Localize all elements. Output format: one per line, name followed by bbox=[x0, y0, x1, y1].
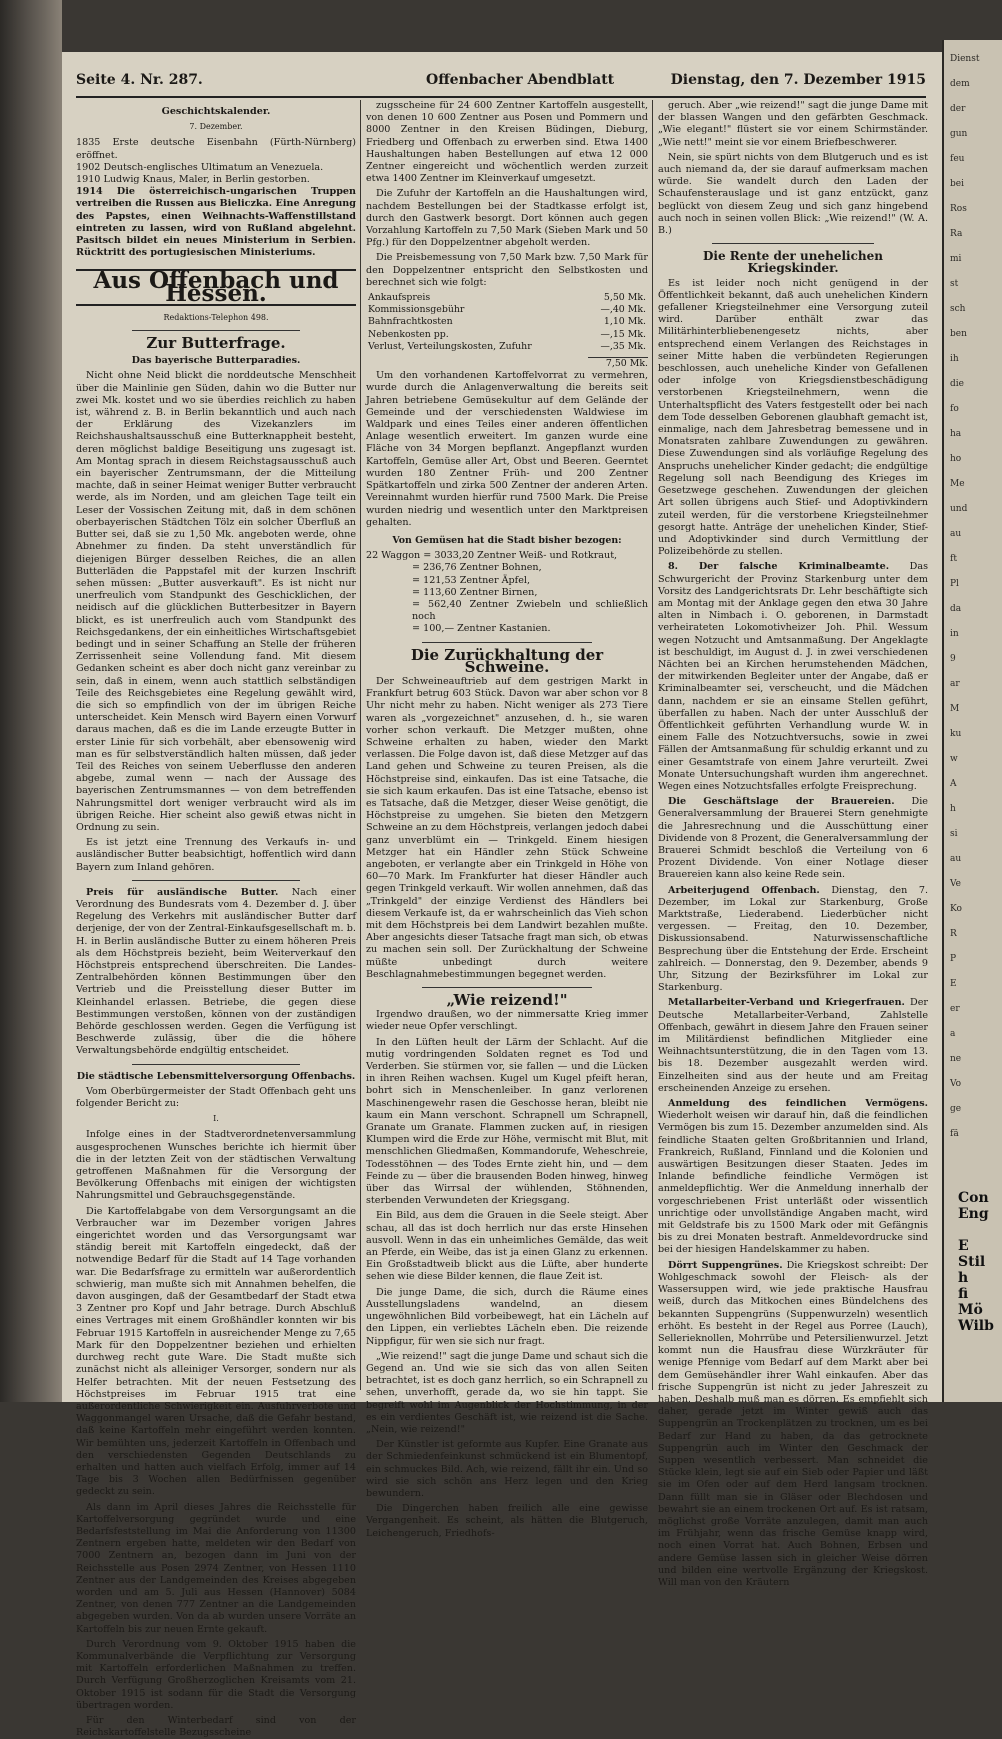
header-page-number: Seite 4. Nr. 287. bbox=[76, 72, 203, 88]
adjacent-ad-line: Eng bbox=[958, 1206, 989, 1222]
adjacent-page-fragment: ku bbox=[950, 729, 962, 739]
adjacent-page-fragment: der bbox=[950, 104, 966, 114]
news-lead: Anmeldung des feindlichen Vermögens. bbox=[668, 1098, 928, 1110]
list-item: 22 Waggon = 3033,20 Zentner Weiß- und Rotkraut, bbox=[366, 550, 618, 562]
adjacent-ad-line: Con bbox=[958, 1190, 989, 1206]
divider bbox=[132, 880, 300, 881]
editorial-telephone: Redaktions-Telephon 498. bbox=[163, 312, 269, 322]
news-text: Dienstag, den 7. Dezember, im Lokal zur Starkenburg, Große Marktstraße, Liederabend. Liederbücher nicht vergessen. — Freitag, den 10. Dezember, Diskussionsabend. Naturwissenschaftliche Besprechung über die Entstehung der Erde. Erscheint zahlreich. — Donnerstag, den 9. Dezember, abends 9 Uhr, Sitzung der Bezirksführer im Lokal zur Starkenburg. bbox=[658, 884, 928, 994]
calendar-entry: 1902 Deutsch-englisches Ultimatum an Venezuela. bbox=[76, 161, 324, 173]
news-item bbox=[658, 885, 928, 995]
column-1 bbox=[76, 100, 356, 1739]
calendar-title: Geschichtskalender. bbox=[161, 106, 271, 117]
adjacent-ad-line: Mö bbox=[958, 1302, 983, 1318]
article-paragraph: geruch. Aber „wie reizend!" sagt die junge Dame mit der blassen Wangen und den gefärbten Geschmack. „Wie elegant!" flüstert sie vor einem Schirmständer. „Wie nett!" meint sie vor einem Briefbeschwerer. bbox=[658, 100, 928, 148]
article-paragraph: Als dann im April dieses Jahres die Reichsstelle für Kartoffelversorgung gegründet wurde und eine Bedarfsfeststellung im Mai die Anforderung von 11300 Zentnern ergeben hatte, meldeten wir den Bedarf von 7000 Zentnern an, bezogen dann im Juni von der Reichsstelle aus Posen 2974 Zentner, von Hessen 1110 Zentner aus der Landgemeinden des Kreises abgegeben worden und am 5. Juli aus Hessen (Hannover) 5084 Zentner, von denen 777 Zentner an die Landgemeinden abgegeben wurden. Von da ab wurden unsere Vorräte an Kartoffeln bis zur neuen Ernte gekauft. bbox=[76, 1501, 356, 1635]
adjacent-page-fragment: st bbox=[950, 279, 959, 289]
price-label: Bahnfrachtkosten bbox=[368, 316, 453, 328]
adjacent-page-fragment: Ra bbox=[950, 229, 963, 239]
adjacent-page-fragment: au bbox=[950, 529, 962, 539]
article-paragraph: Der Künstler ist geformte aus Kupfer. Eine Granate aus der Schmiedenfeinkunst schmückend ist ein Blumentopf, ein schmuckes Bild. Ach, wie reizend, fällt ihr ein. Und so wird sie sich schön ans Herz legen und den Krieg bewundern. bbox=[366, 1439, 648, 1499]
article-title: Die Rente der unehelichen Kriegskinder. bbox=[703, 249, 883, 276]
adjacent-page-fragment: dem bbox=[950, 79, 970, 89]
adjacent-page-fragment: ben bbox=[950, 329, 967, 339]
article-paragraph: Die Zufuhr der Kartoffeln an die Haushaltungen wird, nachdem Bestellungen bei der Stadtkasse erfolgt ist, durch den Gastwerk besorgt. Dort können auch gegen Vorzahlung Kartoffeln zu 7,50 Mark (Sieben Mark und 50 Pfg.) für den Doppelzentner abgeholt werden. bbox=[366, 188, 648, 249]
price-row bbox=[366, 329, 648, 341]
divider bbox=[132, 1064, 300, 1065]
price-label: Verlust, Verteilungskosten, Zufuhr bbox=[368, 340, 532, 352]
section-title: Aus Offenbach und Hessen. bbox=[76, 269, 356, 305]
article-intro: Vom Oberbürgermeister der Stadt Offenbach geht uns folgender Bericht zu: bbox=[76, 1085, 356, 1110]
price-value: —,35 Mk. bbox=[600, 340, 646, 352]
adjacent-page-fragment: fä bbox=[950, 1129, 959, 1139]
adjacent-page-edge bbox=[942, 40, 1002, 1402]
news-item bbox=[658, 796, 928, 881]
adjacent-page-fragment: E bbox=[950, 979, 957, 989]
list-item: = 121,53 Zentner Äpfel, bbox=[412, 574, 530, 586]
article-title: Die städtische Lebensmittelversorgung Offenbachs. bbox=[76, 1070, 356, 1082]
news-lead: Metallarbeiter-Verband und Kriegerfrauen. bbox=[668, 997, 905, 1009]
adjacent-page-fragment: ne bbox=[950, 1054, 962, 1064]
news-item bbox=[658, 561, 928, 793]
adjacent-ad-line: fi bbox=[958, 1286, 969, 1302]
price-label: Nebenkosten pp. bbox=[368, 328, 449, 340]
adjacent-page-fragment: a bbox=[950, 1029, 956, 1039]
divider bbox=[132, 330, 300, 331]
paragraph-text: Nach einer Verordnung des Bundesrats vom 4. Dezember d. J. über Regelung des Verkehrs mit ausländischer Butter darf derjenige, der von der Zentral-Einkaufsgesellschaft m. b. H. in Berlin ausländische Butter zu einem höheren Preis als dem Höchstpreis bezieht, beim Weiterverkauf den Höchstpreis entsprechend überschreiten. Die Landes-Zentralbehörden können Bestimmungen über den Vertrieb und die Preisstellung dieser Butter im Kleinhandel erlassen. Betriebe, die gegen diese Bestimmungen verstoßen, können von der zuständigen Behörde geschlossen werden. Gegen die Verfügung ist Beschwerde zulässig, über die die höhere Verwaltungsbehörde endgültig entscheidet. bbox=[76, 886, 356, 1057]
price-row bbox=[366, 341, 648, 353]
adjacent-page-fragment: Me bbox=[950, 479, 965, 489]
adjacent-page-fragment: Pl bbox=[950, 579, 959, 589]
book-binding bbox=[0, 0, 62, 1402]
price-table bbox=[366, 292, 648, 353]
news-item bbox=[658, 1260, 928, 1589]
divider bbox=[422, 642, 591, 643]
news-text: Das Schwurgericht der Provinz Starkenburg unter dem Vorsitz des Landgerichtsrats Dr. Lehr beschäftigte sich am Montag mit der Anklage gegen den etwa 30 Jahre alten in Nimbach i. O. geborenen, in Darmstadt verheirateten Lokomotivheizer Joh. Phil. Wessum wegen Notzucht und Amtsanmaßung. Der Angeklagte ist beschuldigt, im August d. J. in zwei verschiedenen Nächten bei an Kirchen herumstehenden Mädchen, der mitwirkenden Begleiter unter der Angabe, daß er Kriminalbeamter sei, verscheucht, und die Mädchen dann, nachdem er sie an einsame Stellen geführt, überfallen zu haben. Nach der unter Ausschluß der Öffentlichkeit geführten Verhandlung wurde W. in einem Falle des Notzuchtversuchs, sowie in zwei Fällen der Amtsanmaßung für schuldig erkannt und zu einer Gesamtstrafe von einem Jahre verurteilt. Zwei Monate Untersuchungshaft wurden ihm angerechnet. Wegen eines Notzuchtsfalles erfolgte Freisprechung. bbox=[658, 561, 928, 792]
article-paragraph: Ein Bild, aus dem die Grauen in die Seele steigt. Aber schau, all das ist doch herrlich nur das erste Hinsehen ausvoll. Wenn in das ein unheimliches Gemälde, das weit an Pferde, ein Weibe, das ist ja einen Glanz zu erkennen. Ein Großstadtweib blickt aus die Lüfte, aber hunderte sehen wie diese Bilder kennen, die flaue Zeit ist. bbox=[366, 1210, 648, 1283]
adjacent-page-fragment: au bbox=[950, 854, 962, 864]
article-paragraph: Die junge Dame, die sich, durch die Räume eines Ausstellungsladens wandelnd, an diesem ungewöhnlichen Bild vorbeibewegt, hat ein Lächeln auf den Lippen, ein verliebtes Lächeln eben. Die reizende Nippfigur, für wen sie sich nur fragt. bbox=[366, 1286, 648, 1347]
article-paragraph: Es ist leider noch nicht genügend in der Öffentlichkeit bekannt, daß auch unehelichen Kindern gefallener Kriegsteilnehmer eine Versorgung zuteil wird. Darüber enthält zwar das Militärhinterbliebenengesetz nichts, aber entsprechend einem Verlangen des Reichstages in seiner Mitte haben die verbündeten Regierungen beschlossen, auch uneheliche Kinder von Gefallenen oder infolge von Kriegsdienstbeschädigung verstorbenen Kriegsteilnehmern, wenn die Unterhaltspflicht des Vaters festgestellt oder bei nach dem Tode desselben Geborenen glaubhaft gemacht ist, einmalige, nach dem Jahresbetrag bemessene und in Monatsraten zahlbare Zuwendungen zu gewähren. Diese Zuwendungen sind als vorläufige Regelung des Anspruchs unehelicher Kinder gedacht; die endgültige Regelung soll nach Beendigung des Krieges im Gesetzwege geschehen. Zuwendungen der gleichen Art sollen übrigens auch Stief- und Adoptivkindern zuteil werden, für die verstorbene Kriegsteilnehmer gesorgt hatte. Anträge der unehelichen Kinder, Stief- und Adoptivkinder sind durch Vermittlung der Polizeibehörde zu stellen. bbox=[658, 277, 928, 558]
article-paragraph: Nicht ohne Neid blickt die norddeutsche Menschheit über die Mainlinie gen Süden, dahin wo die Butter nur zwei Mk. kostet und wo sie überdies reichlich zu haben ist, während z. B. in Berlin bekanntlich und auch nach der Erklärung des Vizekanzlers im Reichshaushaltsausschuß eine Butterknappheit besteht, deren möglichst baldige Beseitigung uns zugesagt ist. Am Montag sprach in diesem Reichstagsausschuß auch ein bayerischer Zentrumsmann, der die Mitteilung machte, daß in seiner Heimat weniger Butter verbraucht werde, als im Norden, und am gleichen Tage teilt ein Leser der Vossischen Zeitung mit, daß in dem schönen oberbayerischen Städtchen Tölz ein solcher Überfluß an Butter sei, daß sie zu 1,50 Mk. angeboten werde, ohne Abnehmer zu finden. Da steht unverständlich für diejenigen Bürger desselben Reiches, die an allen Butterläden die Pappstafel mit der kurzen Inschrift sehen müssen: „Butter ausverkauft". Es ist nicht nur unerfreulich vom Standpunkt des Geschicklichen, der neidisch auf die glücklichen Butterbesitzer in Bayern blickt, es ist unerfreulich auch vom Standpunkt des Reichsgedankens, der ein einheitliches Wirtschaftsgebiet bedingt und in seiner Schaffung an Stelle der früheren Zerrissenheit seine Vollendung fand. Mit diesem Gedanken scheint es aber doch nicht ganz vereinbar zu sein, daß in einem, wenn auch stattlich selbständigen Teile des Reichsgebietes eine Regelung gewählt wird, die sich so empfindlich von der im übrigen Reiche unterscheidet. Kein Mensch wird Bayern einen Vorwurf daraus machen, daß es die im Lande erzeugte Butter in erster Linie für sich vorbehält, aber ebensowenig wird man es für selbstverständlich halten müssen, daß jeder Teil des Reiches von seinem Ueberflusse den anderen abgebe, zumal wenn — nach der Aussage des bayerischen Zentrumsmannes — von dem betreffenden Nahrungsmittel dort weniger verbraucht wird als im übrigen Reiche. Hier scheint also gewiß etwas nicht in Ordnung zu sein. bbox=[76, 370, 356, 833]
news-lead: 8. Der falsche Kriminalbeamte. bbox=[668, 561, 890, 573]
calendar-entries bbox=[76, 137, 356, 259]
news-text: Die Kriegskost schreibt: Der Wohlgeschmack sowohl der Fleisch- als der Wassersuppen wird, wie jede praktische Hausfrau weiß, durch das Mitkochen eines Bündelchens des bekannten Suppengrüns (Suppenwurzeln) wesentlich erhöht. Es besteht in der Regel aus Porree (Lauch), Sellerieknollen, Mohrrübe und Petersilienwurzel. Jetzt kommt nun die Hausfrau diese Würzkräuter für wenige Pfennige vom Bedarf auf dem Markt aber bei dem Gemüsehändler ihrer Wahl einkaufen. Aber das frische Suppengrün ist nicht zu jeder Jahreszeit zu haben. Deshalb muß man es dörren. Es empfiehlt sich daher, gerade jetzt im Winter gewiß auch das Suppengrün an Trockenplätzen zu trocknen, um es bei Bedarf zur Hand zu haben, da das getrocknete Suppengrün auch im Winter den Geschmack der Suppen wesentlich verbessert. Man schneidet die Stücke klein, legt sie auf ein Sieb oder Papier und läßt sie im Ofen oder auf dem Herd langsam trocknen. Dann füllt man sie in Gläser oder Blechdosen und bewahrt sie an einem trockenen Ort auf. Es ist ratsam, möglichst große Vorräte anzulegen, damit man auch im Frühjahr, wenn das frische Gemüse knapp wird, noch einen Vorrat hat. Auch Bohnen, Erbsen und andere Gemüse lassen sich in gleicher Weise dörren und bilden eine wertvolle Ergänzung der Kriegskost. Will man von den Kräutern bbox=[658, 1259, 928, 1588]
paragraph-lead: Preis für ausländische Butter. bbox=[86, 886, 279, 898]
article-paragraph: Irgendwo draußen, wo der nimmersatte Krieg immer wieder neue Opfer verschlingt. bbox=[366, 1009, 648, 1033]
article-title: „Wie reizend!" bbox=[446, 991, 568, 1010]
price-value: 1,10 Mk. bbox=[603, 316, 646, 328]
news-text: Wiederholt weisen wir darauf hin, daß die feindlichen Vermögen bis zum 15. Dezember anzumelden sind. Als feindliche Staaten gelten Großbritannien und Irland, Frankreich, Rußland, Finnland und die Kolonien und auswärtigen Besitzungen dieser Staaten. Jedes im Inlande befindliche feindliche Vermögen ist anmeldepflichtig. Wer die Anmeldung innerhalb der vorgeschriebenen Frist unterläßt oder wissentlich unrichtige oder unvollständige Angaben macht, wird mit Geldstrafe bis zu 1500 Mark oder mit Gefängnis bis zu drei Monaten bestraft. Anmeldevordrucke sind bei der hiesigen Handelskammer zu haben. bbox=[658, 1110, 928, 1256]
adjacent-page-fragment: 9 bbox=[950, 654, 956, 664]
article-paragraph: Durch Verordnung vom 9. Oktober 1915 haben die Kommunalverbände die Verpflichtung zur Versorgung mit Kartoffeln erforderlichen Maßnahmen zu treffen. Durch Verfügung Großherzoglichen Kreisamts vom 21. Oktober 1915 ist sodann für die Stadt die Versorgung übertragen worden. bbox=[76, 1638, 356, 1711]
adjacent-page-fragment: da bbox=[950, 604, 962, 614]
article-paragraph: Die Dingerchen haben freilich alle eine gewisse Vergangenheit. Es scheint, als hätten die Blutgeruch, Leichengeruch, Friedhofs- bbox=[366, 1503, 648, 1539]
price-row bbox=[366, 304, 648, 316]
article-paragraph: Nein, sie spürt nichts von dem Blutgeruch und es ist auch niemand da, der sie darauf aufmerksam machen würde. Sie wandelt durch den Laden der Schaufensterauslage und ist ganz entzückt, ganz beglückt von diesem Zeug und sich ganz hingebend auch noch in seinen vollen Blick: „Wie reizend!" (W. A. B.) bbox=[658, 151, 928, 237]
adjacent-ad-line bbox=[958, 1222, 1002, 1238]
adjacent-page-fragment: si bbox=[950, 829, 958, 839]
adjacent-page-fragment: M bbox=[950, 704, 960, 714]
adjacent-page-fragment: Ros bbox=[950, 204, 967, 214]
column-3 bbox=[658, 100, 928, 1588]
adjacent-page-fragment: ge bbox=[950, 1104, 962, 1114]
column-rule bbox=[652, 100, 653, 1390]
page-header bbox=[76, 70, 926, 98]
calendar-entry: 1835 Erste deutsche Eisenbahn (Fürth-Nürnberg) eröffnet. bbox=[76, 137, 356, 161]
adjacent-page-fragment: P bbox=[950, 954, 957, 964]
price-row bbox=[366, 292, 648, 304]
adjacent-page-fragment: h bbox=[950, 804, 956, 814]
adjacent-page-fragment: bei bbox=[950, 179, 964, 189]
news-text: Der Deutsche Metallarbeiter-Verband, Zahlstelle Offenbach, gewährt in diesem Jahre den Frauen seiner im Militärdienst befindlichen Mitglieder eine Weihnachtsunterstützung, die in den Tagen vom 13. bis 18. Dezember ausgezahlt werden wird. Einzelheiten sind aus der heute und am Freitag erscheinenden Anzeige zu ersehen. bbox=[658, 997, 928, 1094]
header-masthead: Offenbacher Abendblatt bbox=[426, 72, 615, 88]
article-title: Die Zurückhaltung der Schweine. bbox=[410, 645, 604, 676]
adjacent-page-ad bbox=[958, 1190, 1002, 1334]
adjacent-page-fragment: er bbox=[950, 1004, 960, 1014]
calendar-entry: 1910 Ludwig Knaus, Maler, in Berlin gestorben. bbox=[76, 174, 310, 186]
adjacent-page-fragment: mi bbox=[950, 254, 962, 264]
adjacent-page-fragment: sch bbox=[950, 304, 966, 314]
article-subtitle: Das bayerische Butterparadies. bbox=[131, 355, 301, 367]
adjacent-page-fragment: und bbox=[950, 504, 968, 514]
price-row bbox=[366, 316, 648, 328]
adjacent-page-fragment: w bbox=[950, 754, 958, 764]
price-label: Ankaufspreis bbox=[368, 292, 431, 304]
adjacent-page-fragment: ar bbox=[950, 679, 960, 689]
newspaper-page bbox=[62, 52, 942, 1739]
divider bbox=[422, 987, 591, 988]
divider bbox=[712, 243, 874, 244]
adjacent-page-fragment: Ve bbox=[950, 879, 961, 889]
column-rule bbox=[360, 100, 361, 1390]
calendar-date: 7. Dezember. bbox=[189, 122, 243, 132]
price-value: —,15 Mk. bbox=[600, 328, 646, 340]
article-paragraph: Es ist jetzt eine Trennung des Verkaufs in- und ausländischer Butter beabsichtigt, hoffentlich wird dann Bayern zum Inland gehören. bbox=[76, 837, 356, 873]
adjacent-page-fragment: fo bbox=[950, 404, 959, 414]
list-item: = 100,— Zentner Kastanien. bbox=[412, 623, 551, 635]
list-item: = 562,40 Zentner Zwiebeln und schließlich noch bbox=[412, 598, 648, 623]
header-date: Dienstag, den 7. Dezember 1915 bbox=[670, 72, 926, 88]
price-label: Kommissionsgebühr bbox=[368, 304, 465, 316]
article-paragraph: In den Lüften heult der Lärm der Schlacht. Auf die mutig vordringenden Soldaten regnet es Tod und Verderben. Sie stürmen vor, sie fallen — und die Lücken in ihren Reihen wachsen. Kugel um Kugel pfeift heran, bohrt sich in Menschenleiber. In ganz verlorenen Maschinengewehr rasen die Geschosse heran, bleibt nie kaum ein Mann verschont. Schrapnell um Schrapnell, Granate um Granate. Flammen zucken auf, in riesigen Klumpen wird die Erde zur Höhe, vermischt mit Blut, mit menschlichen Gliedmaßen, Kommandorufe, Weheschreie, Todesstöhnen — des Todes Ernte zieht hin, und — dem Feinde zu — über die brausenden Boden hinweg, hinweg über das Wirrsal der wühlenden, Stöhnenden, sterbenden Verwundeten der Kriegsgang. bbox=[366, 1036, 648, 1207]
calendar-entry: 1914 Die österreichisch-ungarischen Truppen vertreiben die Russen aus Bieliczka. Eine Anregung des Papstes, einen Weihnachts-Waffenstillstand eintreten zu lassen, wird von Rußland abgelehnt. Pasitsch bildet ein neues Ministerium in Serbien. Rücktritt des portugiesischen Ministeriums. bbox=[76, 186, 356, 259]
adjacent-page-fragment: die bbox=[950, 379, 964, 389]
price-value: —,40 Mk. bbox=[600, 304, 646, 316]
list-item: = 236,76 Zentner Bohnen, bbox=[412, 562, 542, 574]
article-paragraph: „Wie reizend!" sagt die junge Dame und schaut sich die Gegend an. Und wie sie sich das von allen Seiten betrachtet, ist es doch ganz herrlich, so ein Schrapnell zu sehen, unverhofft, gerade da, wo sie hin tappt. Sie begreift wohl im Augenblick der Hochstimmung, in der es ein verdientes Geschäft ist, wie reizend ist die Sache. „Nein, wie reizend!" bbox=[366, 1350, 648, 1435]
vegetable-list bbox=[366, 550, 648, 635]
section-number: I. bbox=[213, 1114, 219, 1124]
price-total: 7,50 Mk. bbox=[588, 357, 648, 370]
article-paragraph bbox=[76, 887, 356, 1058]
column-2 bbox=[366, 100, 648, 1539]
article-paragraph: Die Preisbemessung von 7,50 Mark bzw. 7,50 Mark für den Doppelzentner entspricht den Selbstkosten und berechnet sich wie folgt: bbox=[366, 252, 648, 288]
list-item: = 113,60 Zentner Birnen, bbox=[412, 586, 538, 598]
adjacent-page-fragment: ft bbox=[950, 554, 957, 564]
article-paragraph: zugsscheine für 24 600 Zentner Kartoffeln ausgestellt, von denen 10 600 Zentner aus Posen und Pommern und 8000 Zentner in den Kreisen Büdingen, Dieburg, Friedberg und Offenbach zu erwerben sind. Etwa 1400 Haushaltungen haben Bestellungen auf etwa 12 000 Zentner eingereicht und wöchentlich werden zurzeit etwa 1400 Zentner im Kleinverkauf umgesetzt. bbox=[366, 100, 648, 185]
adjacent-page-fragment: Vo bbox=[950, 1079, 962, 1089]
adjacent-ad-line: Stil bbox=[958, 1254, 986, 1270]
price-value: 5,50 Mk. bbox=[603, 292, 646, 304]
adjacent-page-fragment: in bbox=[950, 629, 959, 639]
adjacent-ad-line: E bbox=[958, 1238, 969, 1254]
news-item bbox=[658, 1098, 928, 1257]
article-title: Zur Butterfrage. bbox=[146, 334, 286, 353]
article-paragraph: Für den Winterbedarf sind von der Reichskartoffelstelle Bezugsscheine bbox=[76, 1714, 356, 1739]
adjacent-page-fragment: R bbox=[950, 929, 957, 939]
adjacent-page-fragment: ho bbox=[950, 454, 962, 464]
news-text: Die Generalversammlung der Brauerei Stern genehmigte die Jahresrechnung und die Ausschüttung einer Dividende von 8 Prozent, die Generalversammlung der Brauerei Schmidt beschloß die Verteilung von 6 Prozent Dividende. Von einer Notlage dieser Brauereien kann also keine Rede sein. bbox=[658, 796, 928, 881]
adjacent-page-fragment: A bbox=[950, 779, 957, 789]
vegetable-list-title: Von Gemüsen hat die Stadt bisher bezogen: bbox=[392, 534, 622, 546]
adjacent-ad-line: Wilb bbox=[958, 1318, 994, 1334]
article-paragraph: Der Schweineauftrieb auf dem gestrigen Markt in Frankfurt betrug 603 Stück. Davon war aber schon vor 8 Uhr nicht mehr zu haben. Nicht weniger als 273 Tiere waren als „vorgezeichnet" anzusehen, d. h., sie waren vorher schon verkauft. Die Metzger mußten, ohne Schweine erhalten zu haben, wieder den Markt verlassen. Die Folge davon ist, daß diese Metzger auf das Land gehen und Schweine zu teuren Preisen, als die Höchstpreise sind, einkaufen. Das ist eine Tatsache, die sie sich kaum erkaufen. Das ist eine Tatsache, ebenso ist es Tatsache, daß die Metzger, dieser Weise genötigt, die Höchstpreise zu umgehen. Sie bieten den Metzgern Schweine an zu dem Höchstpreis, verlangen jedoch dabei ganz unverblümt ein — Trinkgeld. Einem hiesigen Metzger hat ein Händler zehn Stück Schweine angeboten, er verlangte aber ein Trinkgeld in Höhe von 60—70 Mark. Im Frankfurter hat dieser Händler auch gegen Trinkgeld verkauft. Wir wollen annehmen, daß das „Trinkgeld" der einzige Verdienst des Händlers bei diesem Verkaufe ist, da er wahrscheinlich das Vieh schon mit dem Höchstpreis bei dem Landwirt bezahlen mußte. Aber angesichts dieser Tatsache fragt man sich, ob etwas zu machen sein soll. Der Zurückhaltung der Schweine müßte unbedingt durch weitere Beschlagnahmebestimmungen begegnet werden. bbox=[366, 675, 648, 980]
news-lead: Dörrt Suppengrünes. bbox=[668, 1259, 783, 1271]
news-lead: Die Geschäftslage der Brauereien. bbox=[668, 796, 895, 808]
news-lead: Arbeiterjugend Offenbach. bbox=[668, 884, 820, 896]
adjacent-page-fragment: feu bbox=[950, 154, 965, 164]
article-paragraph: Um den vorhandenen Kartoffelvorrat zu vermehren, wurde durch die Anlagenverwaltung die bereits seit Jahren betriebene Gemüsekultur auf dem Gelände der Gemeinde und der verschiedensten Waldwiese im Waldpark und eines Teiles einer anderen öffentlichen Anlage wesentlich erweitert. Im ganzen wurde eine Fläche von 34 Morgen bepflanzt. Angepflanzt wurden Kartoffeln, Gemüse aller Art, Obst und Beeren. Geerntet wurden 180 Zentner Früh- und 200 Zentner Spätkartoffeln und zirka 500 Zentner der anderen Arten. Vereinnahmt wurden hierfür rund 7500 Mark. Die Preise wurden niedrig und wesentlich unter den Marktpreisen gehalten. bbox=[366, 370, 648, 528]
article-paragraph: Die Kartoffelabgabe von dem Versorgungsamt an die Verbraucher war im Dezember vorigen Jahres eingerichtet worden und das Versorgungsamt war ständig bereit mit Kartoffeln eingedeckt, daß der notwendige Bedarf für die Stadt auf 14 Tage vorhanden war. Die Bedarfsfrage zu ermitteln war außerordentlich schwierig, man mußte sich mit Annahmen behelfen, die davon ausgingen, daß der Gesamtbedarf der Stadt etwa 3 Zentner pro Kopf und Jahr betrage. Durch Abschluß eines Vertrages mit einem Großhändler konnten wir bis Februar 1915 Kartoffeln in ausreichender Menge zu 7,65 Mark für den Doppelzentner beziehen und erhielten durchweg recht gute Ware. Die Stadt mußte sich zunächst nicht als alleiniger Versorger, sondern nur als Helfer betrachten. Mit der neuen Festsetzung des Höchstpreises im Februar 1915 trat eine außerordentliche Schwierigkeit ein. Ausfuhrverbote und Waggonmangel waren Ursache, daß die Gefahr bestand, daß keine Kartoffeln mehr eingeführt werden konnten. Wir bemühten uns, jederzeit Kartoffeln in Offenbach und den verschiedensten Gegenden Deutschlands zu erhalten und hatten auch vielfach Erfolg, immer auf 14 Tage bis 3 Wochen allen Bedürfnissen gegenüber gedeckt zu sein. bbox=[76, 1205, 356, 1498]
adjacent-page-fragment: Dienst bbox=[950, 54, 980, 64]
adjacent-page-fragment: gun bbox=[950, 129, 968, 139]
adjacent-page-fragment: ih bbox=[950, 354, 959, 364]
adjacent-page-fragment: Ko bbox=[950, 904, 962, 914]
adjacent-page-fragment: ha bbox=[950, 429, 962, 439]
adjacent-ad-line: h bbox=[958, 1270, 969, 1286]
article-paragraph: Infolge eines in der Stadtverordnetenversammlung ausgesprochenen Wunsches berichte ich hiermit über die in der letzten Zeit von der städtischen Verwaltung getroffenen Maßnahmen für die Versorgung der Bevölkerung Offenbachs mit einigen der wichtigsten Nahrungsmittel und Gebrauchsgegenstände. bbox=[76, 1129, 356, 1202]
news-item bbox=[658, 997, 928, 1095]
